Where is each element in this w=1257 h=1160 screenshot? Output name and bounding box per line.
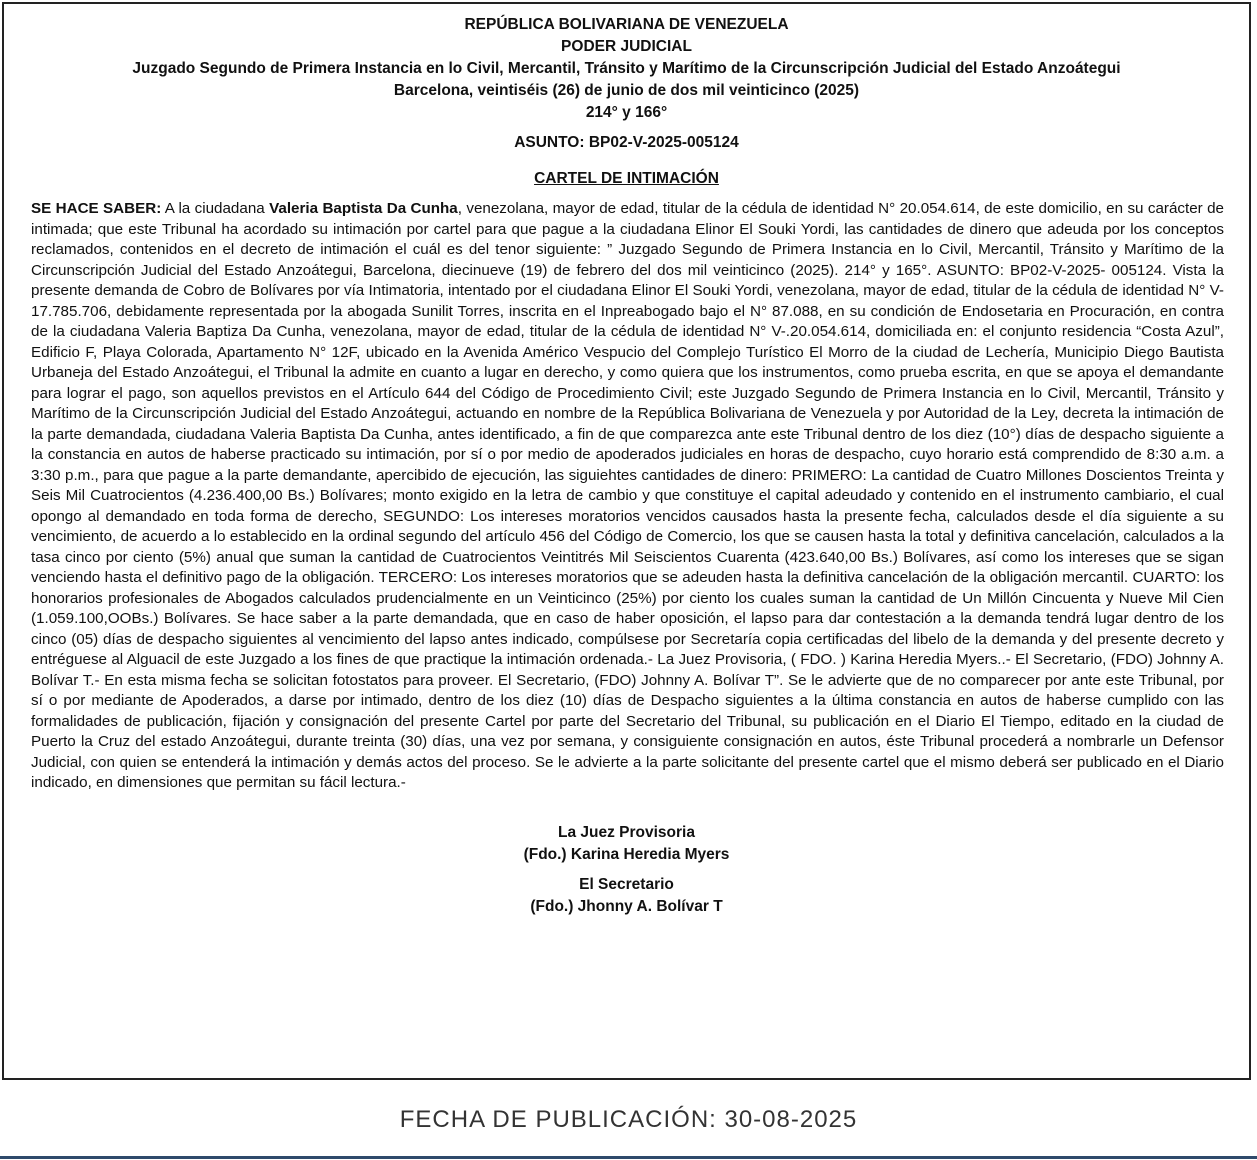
secretary-title: El Secretario (579, 875, 674, 893)
notice-title-text: CARTEL DE INTIMACIÓN (534, 170, 719, 187)
notice-frame (2, 2, 1251, 1080)
header-judicial-power: PODER JUDICIAL (561, 38, 692, 55)
header-years: 214° y 166° (585, 104, 668, 121)
notice-title (4, 170, 1249, 188)
header-court: Juzgado Segundo de Primera Instancia en lo Civil, Mercantil, Tránsito y Marítimo de la Circunscripción Judicial del Estado Anzoátegui (132, 60, 1121, 77)
judge-title: La Juez Provisoria (558, 823, 695, 841)
header-republic: REPÚBLICA BOLIVARIANA DE VENEZUELA (464, 16, 789, 33)
judge-signature (4, 822, 1249, 866)
judge-name: (Fdo.) Karina Heredia Myers (523, 845, 730, 863)
header-date: Barcelona, veintiséis (26) de junio de dos mil veinticinco (2025) (393, 82, 860, 99)
case-number: ASUNTO: BP02-V-2025-005124 (514, 134, 739, 151)
secretary-signature (4, 874, 1249, 918)
notice-body (31, 199, 1224, 794)
body-defendant-name: Valeria Baptista Da Cunha (269, 200, 458, 217)
publication-date: FECHA DE PUBLICACIÓN: 30-08-2025 (399, 1106, 858, 1133)
secretary-name: (Fdo.) Jhonny A. Bolívar T (530, 897, 723, 915)
body-lead: SE HACE SABER: (31, 200, 162, 217)
body-text: , venezolana, mayor de edad, titular de la cédula de identidad N° 20.054.614, de este domicilio, en su carácter de intimada; que este Tribunal ha acordado su intimación por cartel para que pague a la ciudadana Elinor El Souki Yordi, las cantidades de dinero que adeuda por los conceptos reclamados, contenidos en el decreto de intimación el cuál es del tenor siguiente: ” Juzgado Segundo de Primera Instancia en lo Civil, Mercantil, Tránsito y Marítimo de la Circunscripción Judicial del Estado Anzoátegui, Barcelona, diecinueve (19) de febrero del dos mil veinticinco (2025). 214° y 165°. ASUNTO: BP02-V-2025- 005124. Vista la presente demanda de Cobro de Bolívares por vía Intimatoria, intentado por el ciudadana Elinor El Souki Yordi, venezolana, mayor de edad, titular de la cédula de identidad N° V-17.785.706, debidamente representada por la abogada Sunilit Torres, inscrita en el Inpreabogado bajo el N° 87.088, en su condición de Endosetaria en Procuración, en contra de la ciudadana Valeria Baptiza Da Cunha, venezolana, mayor de edad, titular de la cédula de identidad N° V-.20.054.614, domiciliada en: el conjunto residencia “Costa Azul”, Edificio F, Playa Colorada, Apartamento N° 12F, ubicado en la Avenida Américo Vespucio del Complejo Turístico El Morro de la ciudad de Lechería, Municipio Diego Bautista Urbaneja del Estado Anzoátegui, el Tribunal la admite en cuanto a lugar en derecho, y como quiera que los instrumentos, como prueba escrita, en que se apoya el demandante para lograr el pago, son aquellos previstos en el Artículo 644 del Código de Procedimiento Civil; este Juzgado Segundo de Primera Instancia en lo Civil, Mercantil, Tránsito y Marítimo de la Circunscripción Judicial del Estado Anzoátegui, actuando en nombre de la República Bolivariana de Venezuela y por Autoridad de la Ley, decreta la intimación de la parte demandada, ciudadana Valeria Baptista Da Cunha, antes identificado, a fin de que comparezca ante este Tribunal dentro de los diez (10°) días de despacho siguiente a la constancia en autos de haberse practicado su intimación, por sí o por medio de apoderados judiciales en horas de despacho, cuyo horario está comprendido de 8:30 a.m. a 3:30 p.m., para que pague a la parte demandante, apercibido de ejecución, las siguiehtes cantidades de dinero: PRIMERO: La cantidad de Cuatro Millones Doscientos Treinta y Seis Mil Cuatrocientos (4.236.400,00 Bs.) Bolívares; monto exigido en la letra de cambio y que constituye el capital adeudado y contenido en el instrumento cambiario, el cual opongo al demandado en toda forma de derecho, SEGUNDO: Los intereses moratorios vencidos causados hasta la presente fecha, calculados desde el día siguiente a su vencimiento, de acuerdo a lo establecido en la ordinal segundo del artículo 456 del Código de Comercio, los que se causen hasta la total y definitiva cancelación, calculados a la tasa cinco por ciento (5%) anual que suman la cantidad de Cuatrocientos Veintitrés Mil Seiscientos Cuarenta (423.640,00 Bs.) Bolívares, así como los intereses que se sigan venciendo hasta el definitivo pago de la obligación. TERCERO: Los intereses moratorios que se adeuden hasta la definitiva cancelación de la obligación mercantil. CUARTO: los honorarios profesionales de Abogados calculados prudencialmente en un Veinticinco (25%) por ciento los cuales suman la cantidad de Un Millón Cincuenta y Nueve Mil Cien (1.059.100,OOBs.) Bolívares. Se hace saber a la parte demandada, que en caso de haber oposición, el lapso para dar contestación a la demanda tendrá lugar dentro de los cinco (05) días de despacho siguientes al vencimiento del lapso antes indicado, compúlsese por Secretaría copia certificadas del libelo de la demanda y del presente decreto y entréguese al Alguacil de este Juzgado a los fines de que practique la intimación ordenada.- La Juez Provisoria, ( FDO. ) Karina Heredia Myers..- El Secretario, (FDO) Johnny A. Bolívar T.- En esta misma fecha se solicitan fotostatos para proveer. El Secretario, (FDO) Johnny A. Bolívar T”. Se le advierte que de no comparecer por ante este Tribunal, por sí o por mediante de Apoderados, a darse por intimado, dentro de los diez (10) días de Despacho siguientes a la última constancia en autos de haberse cumplido con las formalidades de publicación, fijación y consignación del presente Cartel por parte del Secretario del Tribunal, su publicación en el Diario El Tiempo, editado en la ciudad de Puerto la Cruz del estado Anzoátegui, durante treinta (30) días, una vez por semana, y consiguiente consignación en autos, éste Tribunal procederá a nombrarle un Defensor Judicial, con quien se entenderá la intimación y demás actos del proceso. Se le advierte a la parte solicitante del presente cartel que el mismo deberá ser publicado en el Diario indicado, en dimensiones que permitan su fácil lectura.- (31, 200, 1224, 791)
body-intro: A la ciudadana (161, 200, 270, 217)
notice-header (4, 14, 1249, 124)
footer-rule (0, 1156, 1257, 1159)
